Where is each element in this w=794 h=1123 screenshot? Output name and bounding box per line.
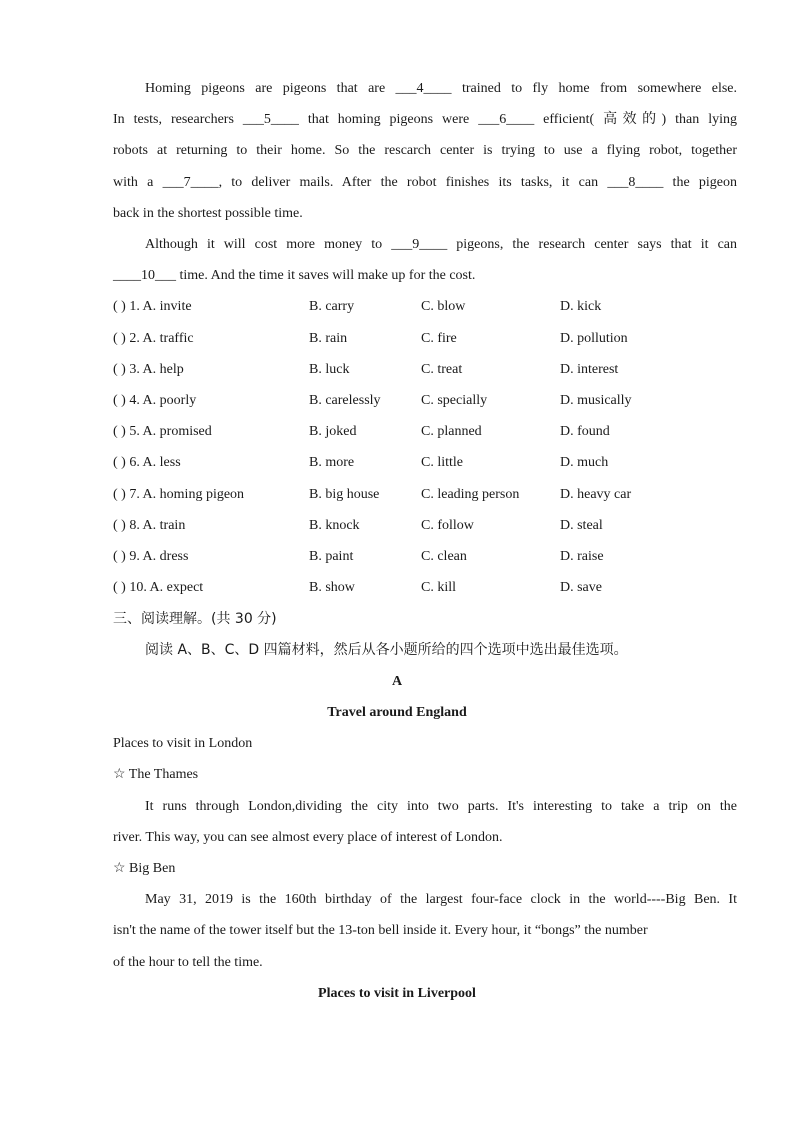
option-d: D. save <box>560 580 602 595</box>
question-stem: ( ) 2. A. traffic <box>113 331 194 346</box>
question-stem: ( ) 10. A. expect <box>113 580 204 595</box>
option-b: B. rain <box>309 331 348 346</box>
item-bigben-line1: May 31, 2019 is the 160th birthday of the largest four-face clock in the world----Big Ben. It <box>145 892 737 907</box>
question-row <box>113 516 753 536</box>
option-b: B. carry <box>309 299 355 314</box>
question-row <box>113 453 753 473</box>
option-d: D. raise <box>560 549 604 564</box>
question-stem: ( ) 4. A. poorly <box>113 393 197 408</box>
question-stem: ( ) 7. A. homing pigeon <box>113 487 245 502</box>
item-thames-line2: river. This way, you can see almost every place of interest of London. <box>113 830 503 845</box>
question-row <box>113 329 753 349</box>
part-label: A <box>391 674 403 689</box>
question-stem: ( ) 5. A. promised <box>113 424 212 439</box>
passage-p2-line2: ____10___ time. And the time it saves will make up for the cost. <box>113 268 476 283</box>
option-d: D. interest <box>560 362 619 377</box>
option-b: B. carelessly <box>309 393 381 408</box>
option-d: D. found <box>560 424 610 439</box>
passage-p1-line2: In tests, researchers ___5____ that homing pigeons were ___6____ efficient( 高效的) than lying <box>113 112 737 127</box>
option-c: C. treat <box>421 362 463 377</box>
question-row <box>113 422 753 442</box>
passage-title: Travel around England <box>327 705 467 720</box>
passage-p1-line3: robots at returning to their home. So the rescarch center is trying to use a flying robot, together <box>113 143 737 158</box>
item-thames-line1: It runs through London,dividing the city into two parts. It's interesting to take a trip on the <box>145 799 737 814</box>
option-b: B. show <box>309 580 355 595</box>
item-bigben-line2: isn't the name of the tower itself but the 13-ton bell inside it. Every hour, it “bongs” the number <box>113 923 648 938</box>
section-instruction: 阅读 A、B、C、D 四篇材料，然后从各小题所给的四个选项中选出最佳选项。 <box>145 642 628 658</box>
option-d: D. pollution <box>560 331 628 346</box>
option-d: D. musically <box>560 393 632 408</box>
passage-p1-line1: Homing pigeons are pigeons that are ___4____ trained to fly home from somewhere else. <box>145 81 737 96</box>
passage-p2-line1: Although it will cost more money to ___9____ pigeons, the research center says that it can <box>145 237 737 252</box>
option-b: B. joked <box>309 424 357 439</box>
item-bigben-title: ☆ Big Ben <box>113 861 176 876</box>
option-c: C. fire <box>421 331 457 346</box>
subtitle-liverpool: Places to visit in Liverpool <box>318 986 476 1001</box>
question-row <box>113 485 753 505</box>
question-row <box>113 360 753 380</box>
section-heading: 三、阅读理解。(共 30 分) <box>113 611 277 627</box>
option-c: C. little <box>421 455 463 470</box>
passage-p1-line4: with a ___7____, to deliver mails. After the robot finishes its tasks, it can ___8____ the pigeon <box>113 175 737 190</box>
option-b: B. paint <box>309 549 354 564</box>
question-row <box>113 391 753 411</box>
question-row <box>113 297 753 317</box>
option-b: B. luck <box>309 362 350 377</box>
option-b: B. more <box>309 455 355 470</box>
option-c: C. kill <box>421 580 457 595</box>
question-stem: ( ) 3. A. help <box>113 362 184 377</box>
option-c: C. follow <box>421 518 474 533</box>
passage-p1-line5: back in the shortest possible time. <box>113 206 303 221</box>
option-b: B. knock <box>309 518 360 533</box>
option-c: C. specially <box>421 393 488 408</box>
option-c: C. leading person <box>421 487 520 502</box>
item-thames-title: ☆ The Thames <box>113 767 199 782</box>
question-stem: ( ) 1. A. invite <box>113 299 192 314</box>
option-c: C. planned <box>421 424 482 439</box>
option-d: D. steal <box>560 518 603 533</box>
option-c: C. blow <box>421 299 466 314</box>
question-stem: ( ) 9. A. dress <box>113 549 189 564</box>
option-d: D. kick <box>560 299 602 314</box>
question-row <box>113 578 753 598</box>
question-stem: ( ) 8. A. train <box>113 518 186 533</box>
question-stem: ( ) 6. A. less <box>113 455 181 470</box>
question-row <box>113 547 753 567</box>
subtitle-london: Places to visit in London <box>113 736 253 751</box>
option-d: D. heavy car <box>560 487 632 502</box>
option-b: B. big house <box>309 487 380 502</box>
item-bigben-line3: of the hour to tell the time. <box>113 955 263 970</box>
option-d: D. much <box>560 455 609 470</box>
option-c: C. clean <box>421 549 467 564</box>
